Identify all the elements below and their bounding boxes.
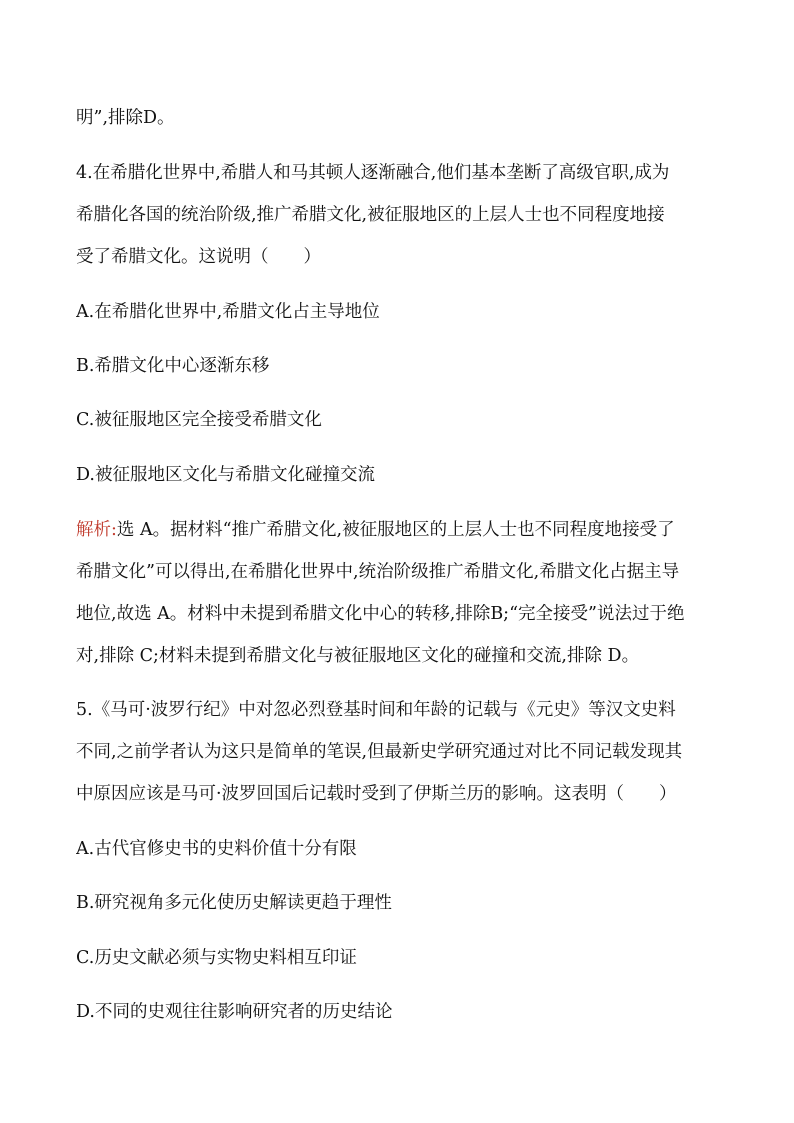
question-4-stem-line-1: 4.在希腊化世界中,希腊人和马其顿人逐渐融合,他们基本垄断了高级官职,成为: [76, 163, 670, 183]
question-4-option-b: B.希腊文化中心逐渐东移: [76, 356, 270, 376]
analysis-label: 解析:: [76, 520, 117, 540]
question-5-option-c: C.历史文献必须与实物史料相互印证: [76, 948, 357, 968]
question-4-analysis-line-2: 希腊文化”可以得出,在希腊化世界中,统治阶级推广希腊文化,希腊文化占据主导: [76, 562, 680, 582]
previous-answer-tail: 明”,排除D。: [76, 108, 175, 128]
question-4-option-c: C.被征服地区完全接受希腊文化: [76, 410, 322, 430]
question-5-stem-line-3: 中原因应该是马可·波罗回国后记载时受到了伊斯兰历的影响。这表明（ ）: [76, 784, 677, 804]
question-4-option-a: A.在希腊化世界中,希腊文化占主导地位: [76, 302, 380, 322]
question-4-stem-line-3: 受了希腊文化。这说明（ ）: [76, 247, 321, 267]
question-4-analysis-line-1: [76, 518, 726, 542]
analysis-text: 选 A。据材料“推广希腊文化,被征服地区的上层人士也不同程度地接受了: [116, 520, 675, 540]
question-5-option-d: D.不同的史观往往影响研究者的历史结论: [76, 1002, 393, 1022]
question-4-option-d: D.被征服地区文化与希腊文化碰撞交流: [76, 465, 375, 485]
question-5-option-b: B.研究视角多元化使历史解读更趋于理性: [76, 893, 392, 913]
question-5-stem-line-1: 5.《马可·波罗行纪》中对忽必烈登基时间和年龄的记载与《元史》等汉文史料: [76, 700, 676, 720]
question-5-stem-line-2: 不同,之前学者认为这只是简单的笔误,但最新史学研究通过对比不同记载发现其: [76, 742, 683, 762]
question-4-analysis-line-3: 地位,故选 A。材料中未提到希腊文化中心的转移,排除B;“完全接受”说法过于绝: [76, 604, 685, 624]
question-4-stem-line-2: 希腊化各国的统治阶级,推广希腊文化,被征服地区的上层人士也不同程度地接: [76, 205, 665, 225]
question-4-analysis-line-4: 对,排除 C;材料未提到希腊文化与被征服地区文化的碰撞和交流,排除 D。: [76, 646, 640, 666]
question-5-option-a: A.古代官修史书的史料价值十分有限: [76, 839, 357, 859]
